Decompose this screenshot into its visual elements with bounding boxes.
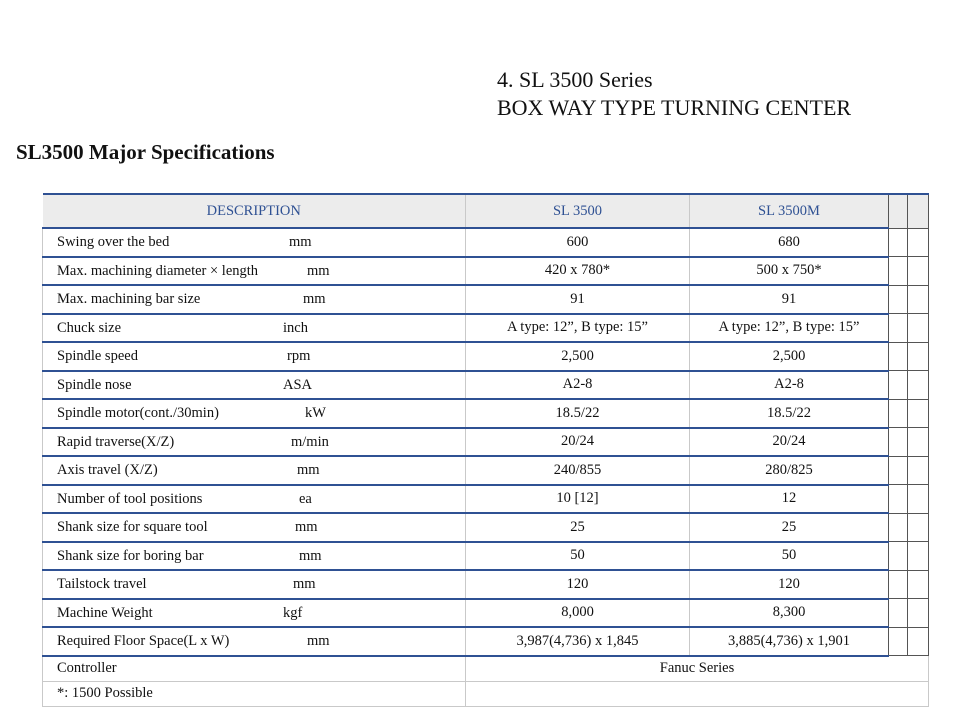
spec-value-sl3500: 25	[466, 513, 690, 542]
table-row	[43, 456, 929, 485]
column-header-sl3500m: SL 3500M	[690, 194, 889, 228]
spec-unit: mm	[295, 519, 318, 536]
spec-value-sl3500: 18.5/22	[466, 399, 690, 428]
controller-label: Controller	[43, 656, 466, 682]
table-row	[43, 428, 929, 457]
spec-unit: mm	[297, 462, 320, 479]
spec-label: Rapid traverse(X/Z)	[57, 433, 175, 450]
extra-column-cell	[889, 194, 908, 228]
spec-description-cell	[43, 485, 466, 514]
page-header	[497, 66, 851, 122]
spec-value-sl3500: 120	[466, 570, 690, 599]
spec-label: Max. machining diameter × length	[57, 262, 259, 279]
extra-column-cell	[908, 285, 929, 314]
extra-column-cell	[908, 513, 929, 542]
spec-value-sl3500: 20/24	[466, 428, 690, 457]
series-subtitle: BOX WAY TYPE TURNING CENTER	[497, 95, 852, 120]
spec-label: Shank size for boring bar	[57, 547, 204, 564]
spec-value-sl3500m: A2-8	[690, 371, 889, 400]
spec-description-cell	[43, 513, 466, 542]
table-header-row	[43, 194, 929, 228]
extra-column-cell	[889, 428, 908, 457]
spec-value-sl3500m: A type: 12”, B type: 15”	[690, 314, 889, 343]
extra-column-cell	[889, 342, 908, 371]
spec-description-cell	[43, 456, 466, 485]
extra-column-cell	[889, 228, 908, 257]
spec-value-sl3500m: 12	[690, 485, 889, 514]
spec-description-cell	[43, 371, 466, 400]
spec-unit: ea	[299, 490, 312, 507]
spec-label: Axis travel (X/Z)	[57, 462, 158, 479]
spec-unit: kgf	[283, 604, 303, 621]
extra-column-cell	[908, 542, 929, 571]
table-row	[43, 627, 929, 656]
spec-label: Machine Weight	[57, 604, 153, 621]
table-row	[43, 599, 929, 628]
spec-description-cell	[43, 599, 466, 628]
spec-description-cell	[43, 285, 466, 314]
spec-value-sl3500m: 500 x 750*	[690, 257, 889, 286]
extra-column-cell	[889, 627, 908, 656]
spec-value-sl3500: 3,987(4,736) x 1,845	[466, 627, 690, 656]
spec-unit: ASA	[283, 376, 313, 393]
series-title: 4. SL 3500 Series	[497, 67, 653, 92]
footnote-row	[43, 681, 929, 706]
table-row	[43, 371, 929, 400]
spec-unit: mm	[293, 576, 316, 593]
spec-description-cell	[43, 314, 466, 343]
spec-value-sl3500: 600	[466, 228, 690, 257]
spec-unit: mm	[289, 234, 312, 251]
spec-unit: mm	[307, 262, 330, 279]
controller-value: Fanuc Series	[466, 656, 929, 682]
spec-description-cell	[43, 257, 466, 286]
spec-unit: m/min	[291, 433, 329, 450]
table-row	[43, 485, 929, 514]
spec-description-cell	[43, 428, 466, 457]
extra-column-cell	[889, 285, 908, 314]
spec-label: Max. machining bar size	[57, 291, 201, 308]
column-header-sl3500: SL 3500	[466, 194, 690, 228]
extra-column-cell	[908, 228, 929, 257]
table-row	[43, 285, 929, 314]
table-row	[43, 513, 929, 542]
specifications-table	[42, 193, 929, 707]
extra-column-cell	[908, 371, 929, 400]
spec-unit: rpm	[287, 348, 311, 365]
spec-label: Spindle speed	[57, 348, 138, 365]
spec-value-sl3500: 2,500	[466, 342, 690, 371]
spec-value-sl3500m: 8,300	[690, 599, 889, 628]
extra-column-cell	[908, 456, 929, 485]
spec-label: Required Floor Space(L x W)	[57, 633, 230, 650]
footnote-text: *: 1500 Possible	[43, 681, 466, 706]
extra-column-cell	[908, 314, 929, 343]
column-header-description: DESCRIPTION	[43, 194, 466, 228]
extra-column-cell	[889, 456, 908, 485]
spec-value-sl3500m: 91	[690, 285, 889, 314]
spec-description-cell	[43, 342, 466, 371]
table-row	[43, 228, 929, 257]
spec-value-sl3500: A type: 12”, B type: 15”	[466, 314, 690, 343]
spec-value-sl3500: A2-8	[466, 371, 690, 400]
table-row	[43, 342, 929, 371]
spec-label: Chuck size	[57, 319, 122, 336]
spec-label: Shank size for square tool	[57, 519, 208, 536]
extra-column-cell	[908, 194, 929, 228]
spec-label: Number of tool positions	[57, 490, 203, 507]
spec-description-cell	[43, 542, 466, 571]
spec-value-sl3500m: 3,885(4,736) x 1,901	[690, 627, 889, 656]
table-row	[43, 570, 929, 599]
spec-description-cell	[43, 228, 466, 257]
spec-value-sl3500m: 18.5/22	[690, 399, 889, 428]
spec-label: Spindle nose	[57, 376, 132, 393]
table-body	[43, 228, 929, 706]
spec-value-sl3500: 8,000	[466, 599, 690, 628]
spec-description-cell	[43, 627, 466, 656]
spec-value-sl3500: 50	[466, 542, 690, 571]
extra-column-cell	[889, 257, 908, 286]
extra-column-cell	[908, 570, 929, 599]
extra-column-cell	[908, 428, 929, 457]
extra-column-cell	[908, 627, 929, 656]
spec-unit: kW	[305, 405, 326, 422]
spec-description-cell	[43, 570, 466, 599]
spec-unit: inch	[283, 319, 308, 336]
table-row	[43, 257, 929, 286]
spec-value-sl3500m: 20/24	[690, 428, 889, 457]
spec-value-sl3500m: 280/825	[690, 456, 889, 485]
spec-description-cell	[43, 399, 466, 428]
extra-column-cell	[889, 570, 908, 599]
spec-unit: mm	[307, 633, 330, 650]
spec-value-sl3500: 420 x 780*	[466, 257, 690, 286]
table-row	[43, 542, 929, 571]
extra-column-cell	[908, 599, 929, 628]
spec-value-sl3500m: 120	[690, 570, 889, 599]
extra-column-cell	[908, 342, 929, 371]
extra-column-cell	[889, 399, 908, 428]
spec-value-sl3500m: 2,500	[690, 342, 889, 371]
spec-value-sl3500m: 50	[690, 542, 889, 571]
extra-column-cell	[889, 485, 908, 514]
spec-label: Tailstock travel	[57, 576, 147, 593]
table-row	[43, 314, 929, 343]
spec-value-sl3500: 10 [12]	[466, 485, 690, 514]
extra-column-cell	[889, 542, 908, 571]
table-row	[43, 399, 929, 428]
extra-column-cell	[908, 485, 929, 514]
spec-unit: mm	[299, 547, 322, 564]
spec-label: Swing over the bed	[57, 234, 170, 251]
spec-value-sl3500m: 680	[690, 228, 889, 257]
spec-unit: mm	[303, 291, 326, 308]
extra-column-cell	[889, 599, 908, 628]
extra-column-cell	[908, 257, 929, 286]
extra-column-cell	[908, 399, 929, 428]
spec-label: Spindle motor(cont./30min)	[57, 405, 219, 422]
extra-column-cell	[889, 513, 908, 542]
extra-column-cell	[889, 371, 908, 400]
footnote-empty-cell	[466, 681, 929, 706]
section-title: SL3500 Major Specifications	[16, 140, 275, 164]
controller-row	[43, 656, 929, 682]
spec-value-sl3500: 91	[466, 285, 690, 314]
spec-value-sl3500m: 25	[690, 513, 889, 542]
extra-column-cell	[889, 314, 908, 343]
spec-value-sl3500: 240/855	[466, 456, 690, 485]
